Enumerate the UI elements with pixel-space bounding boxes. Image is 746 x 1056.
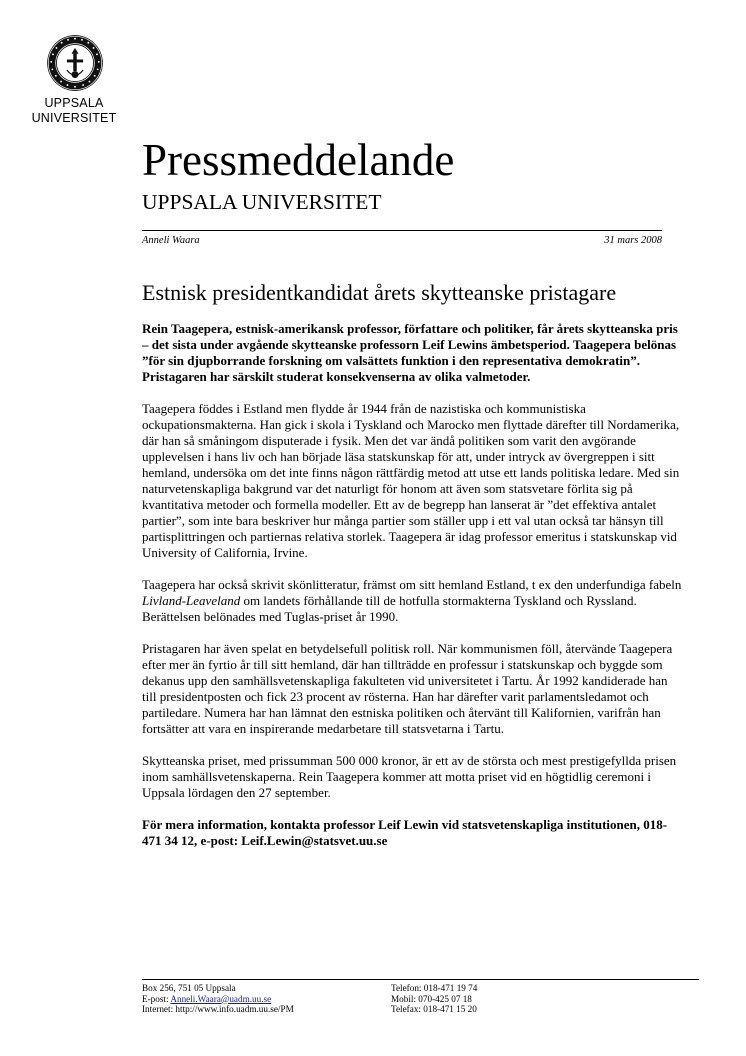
article-body — [142, 321, 682, 865]
article-headline: Estnisk presidentkandidat årets skytteanske pristagare — [142, 280, 617, 305]
footer-fax: Telefax: 018-471 15 20 — [391, 1004, 477, 1014]
footer-email-link[interactable]: Anneli.Waara@uadm.uu.se — [170, 993, 272, 1004]
publish-date: 31 mars 2008 — [604, 235, 662, 246]
body-paragraph-1: Taagepera föddes i Estland men flydde år 1944 från de nazistiska och kommunistiska ockupationsmakterna. Han gick i skola i Tyskland och Marocko men flyttade därefter till Nordamerika, där han så småningom disputerade i fysik. Men det var ändå politiken som varit den avgörande upplevelsen i hans liv och han började läsa statskunskap för att, under intryck av övergreppen i sitt hemland, undersöka om det inte finns någon rättfärdig metod att utse ett lands politiska ledare. Med sin naturvetenskapliga bakgrund var det naturligt för honom att även som statsvetare förlita sig på kvantitativa metoder och formella modeller. Ett av de begrepp han lanserat är ”det effektiva antalet partier”, som inte bara beskriver hur många partier som ställer upp i ett val utan också tar hänsyn till partisplittringen och partiernas relativa storlek. Taagepera är idag professor emeritus i statskunskap vid University of California, Irvine. — [142, 401, 680, 560]
footer-internet: Internet: http://www.info.uadm.uu.se/PM — [142, 1004, 294, 1014]
logo-line-2: UNIVERSITET — [31, 111, 117, 125]
byline — [142, 234, 662, 247]
page-subtitle: UPPSALA UNIVERSITET — [142, 190, 382, 214]
page-title: Pressmeddelande — [142, 135, 455, 185]
footer-left-column — [142, 983, 294, 1015]
footer-phone: Telefon: 018-471 19 74 — [391, 983, 478, 993]
body-paragraph-4: Skytteanska priset, med prissumman 500 000 kronor, är ett av de största och mest prestigefyllda prisen inom samhällsvetenskaperna. Rein Taagepera kommer att motta priset vid en högtidlig ceremoni i Uppsala lördagen den 27 september. — [142, 753, 677, 800]
body-paragraph-2 — [142, 577, 682, 625]
logo-line-1: UPPSALA — [44, 96, 104, 110]
author-name: Anneli Waara — [142, 235, 200, 246]
university-seal-logo — [46, 34, 104, 92]
paragraph-2-text-start: Taagepera har också skrivit skönlitteratur, främst om sitt hemland Estland, t ex den underfundiga fabeln — [142, 577, 682, 592]
footer-email-label: E-post: — [142, 993, 171, 1004]
footer-mobile: Mobil: 070-425 07 18 — [391, 993, 472, 1004]
footer-divider — [142, 979, 699, 980]
university-logo-text — [0, 96, 148, 126]
paragraph-2-text-end: om landets förhållande till de hotfulla stormakterna Tyskland och Ryssland. Berättelsen belönades med Tuglas-priset år 1990. — [142, 593, 637, 624]
body-paragraph-3: Pristagaren har även spelat en betydelsefull politisk roll. När kommunismen föll, återvände Taagepera efter mer än fyrtio år till sitt hemland, där han tillträdde en professur i statskunskap och byggde som dekanus upp den samhällsvetenskapliga fakulteten vid universitetet i Tartu. År 1992 kandiderade han till presidentposten och fick 23 procent av rösterna. Han har därefter varit parlamentsledamot och partiledare. Numera har han lämnat den estniska politiken och återvänt till Kalifornien, varifrån han fortsätter att vara en inspirerande medarbetare till statsvetarna i Tartu. — [142, 641, 673, 736]
lead-paragraph: Rein Taagepera, estnisk-amerikansk professor, författare och politiker, får årets skytteanska pris – det sista under avgående skytteanske professorn Leif Lewins ämbetsperiod. Taagepera belönas ”för sin djupborrande forskning om valsättets funktion i den representativa demokratin”. Pristagaren har särskilt studerat konsekvenserna av olika valmetoder. — [142, 321, 678, 384]
contact-info: För mera information, kontakta professor Leif Lewin vid statsvetenskapliga institutionen, 018-471 34 12, e-post: Leif.Lewin@statsvet.uu.se — [142, 817, 668, 848]
header-divider — [142, 230, 662, 231]
footer-address: Box 256, 751 05 Uppsala — [142, 983, 236, 993]
book-title: Livland-Leaveland — [142, 593, 241, 608]
footer-email-line — [142, 994, 294, 1005]
footer-right-column — [391, 983, 477, 1015]
